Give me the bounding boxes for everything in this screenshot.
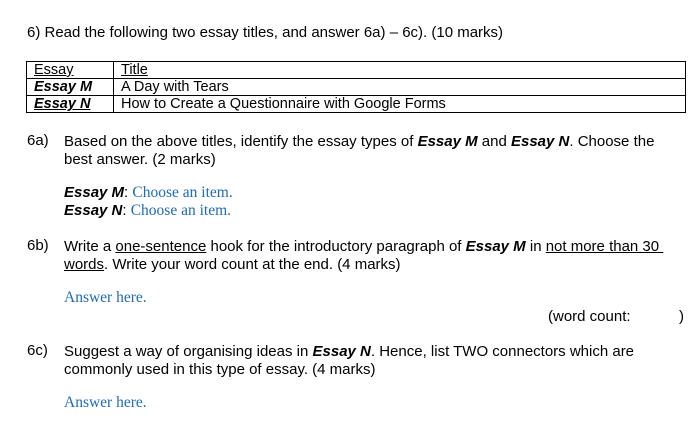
answer-6c-field[interactable]: Answer here. bbox=[64, 394, 147, 411]
question-6b-line1: Write a one-sentence hook for the introductory paragraph of Essay M in not more than 30 bbox=[64, 238, 660, 255]
table-header-row bbox=[27, 62, 686, 79]
answer-essay-n: Essay N: Choose an item. bbox=[64, 202, 232, 219]
question-6b-line2: words. Write your word count at the end. (4 marks) bbox=[64, 256, 401, 273]
question-6a-line2: best answer. (2 marks) bbox=[64, 151, 216, 168]
question-6c-line2: commonly used in this type of essay. (4 marks) bbox=[64, 361, 376, 378]
question-number-6a: 6a) bbox=[27, 132, 49, 149]
table-row bbox=[27, 96, 686, 113]
essay-m-type-dropdown[interactable]: Choose an item. bbox=[132, 184, 233, 201]
question-6a-line1: Based on the above titles, identify the essay types of Essay M and Essay N. Choose the bbox=[64, 133, 655, 150]
word-count-close: ) bbox=[679, 308, 684, 325]
answer-essay-m: Essay M: Choose an item. bbox=[64, 184, 233, 201]
header-title: Title bbox=[114, 62, 686, 79]
word-count-label: (word count: bbox=[548, 308, 631, 325]
question-number-6c: 6c) bbox=[27, 342, 48, 359]
question-heading: 6) Read the following two essay titles, and answer 6a) – 6c). (10 marks) bbox=[27, 24, 504, 41]
table-row bbox=[27, 79, 686, 96]
question-number-6b: 6b) bbox=[27, 237, 49, 254]
essay-title: How to Create a Questionnaire with Google Forms bbox=[114, 96, 686, 113]
essay-title: A Day with Tears bbox=[114, 79, 686, 96]
essay-titles-table bbox=[26, 61, 686, 113]
answer-6b-field[interactable]: Answer here. bbox=[64, 289, 147, 306]
essay-n-type-dropdown[interactable]: Choose an item. bbox=[130, 202, 232, 219]
question-6c-line1: Suggest a way of organising ideas in Essay N. Hence, list TWO connectors which are bbox=[64, 343, 635, 360]
essay-label: Essay M bbox=[27, 79, 114, 96]
header-essay: Essay bbox=[27, 62, 114, 79]
essay-label: Essay N bbox=[27, 96, 114, 113]
